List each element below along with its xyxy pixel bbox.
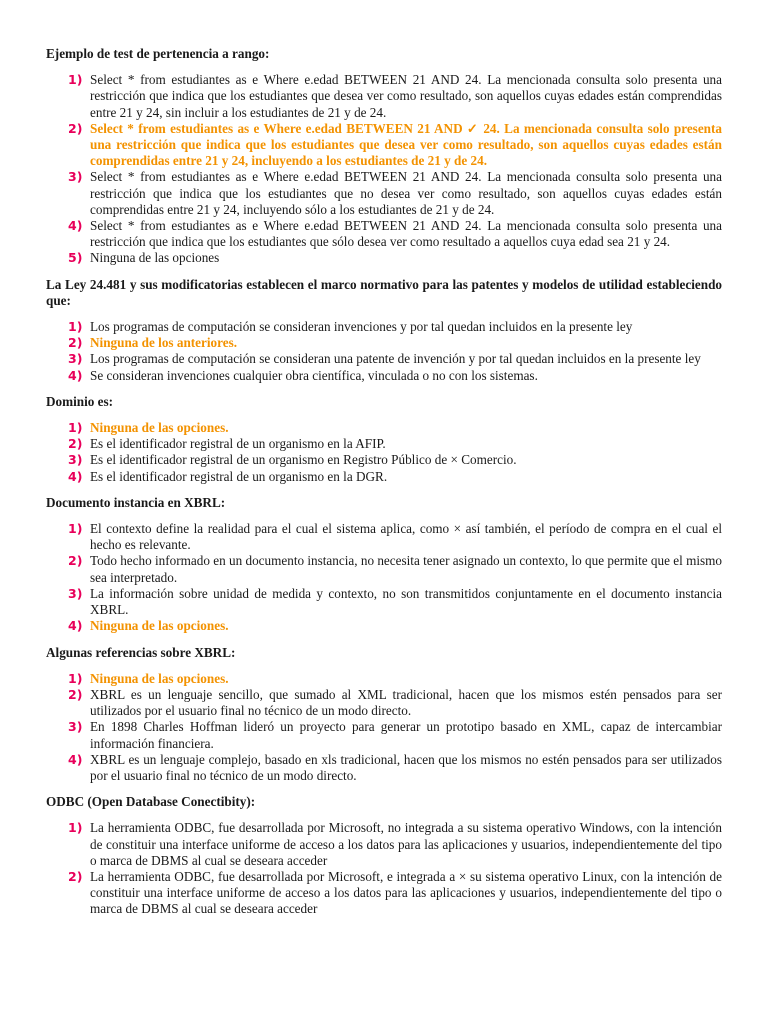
option-text: Todo hecho informado en un documento instancia, no necesita tener asignado un contexto, lo que permite que el mismo sea interpretado. — [90, 553, 722, 585]
option-number: 2) — [68, 686, 83, 702]
option-item — [46, 469, 722, 485]
option-text: Se consideran invenciones cualquier obra científica, vinculada o no con los sistemas. — [90, 367, 538, 383]
question-title: Ejemplo de test de pertenencia a rango: — [46, 46, 270, 61]
option-item-correct — [46, 420, 722, 436]
question-block — [46, 495, 722, 635]
question-block — [46, 277, 722, 384]
option-text: Ninguna de las opciones. — [90, 420, 229, 436]
option-item — [46, 820, 722, 869]
option-number: 1) — [68, 420, 83, 436]
option-text: Ninguna de los anteriores. — [90, 335, 238, 351]
option-number: 4) — [68, 367, 83, 383]
option-item — [46, 869, 722, 918]
option-item-correct — [46, 335, 722, 351]
option-item — [46, 368, 722, 384]
option-item-correct — [46, 618, 722, 634]
option-item — [46, 169, 722, 218]
question-block — [46, 645, 722, 785]
option-list — [46, 420, 722, 485]
option-text: Es el identificador registral de un organismo en la DGR. — [90, 468, 388, 484]
option-item — [46, 218, 722, 250]
option-text: Select * from estudiantes as e Where e.edad BETWEEN 21 AND 24. La mencionada consulta solo presenta una restricción que indica que los estudiantes que no desea ver como resultado, son aquellos cuyas edades están comprendidas entre 21 y 24, incluyendo sólo a los estudiantes de 21 y de 24. — [90, 169, 722, 217]
question-title: Documento instancia en XBRL: — [46, 494, 226, 510]
option-number: 2) — [68, 436, 83, 452]
option-number: 3) — [68, 169, 83, 185]
option-number: 1) — [68, 72, 83, 88]
option-item — [46, 319, 722, 335]
option-text: Es el identificador registral de un organismo en la AFIP. — [90, 436, 386, 452]
option-number: 2) — [68, 120, 83, 136]
option-item — [46, 752, 722, 784]
option-text: Ninguna de las opciones. — [90, 618, 229, 634]
option-text: Select * from estudiantes as e Where e.edad BETWEEN 21 AND 24. La mencionada consulta solo presenta una restricción que indica que los estudiantes que sólo desea ver como resultado a aquellos cuya edad sea 21 y 24. — [90, 218, 722, 250]
option-number: 3) — [68, 585, 83, 601]
option-text: En 1898 Charles Hoffman lideró un proyecto para generar un prototipo basado en XML, capaz de intercambiar información financiera. — [90, 719, 722, 751]
option-text: Select * from estudiantes as e Where e.edad BETWEEN 21 AND 24. La mencionada consulta solo presenta una restricción que indica que los estudiantes que desea ver como resultado, son aquellos cuyas edades están comprendidas entre 21 y 24, sin incluir a los estudiantes de 21 y de 24. — [90, 72, 722, 120]
option-list — [46, 671, 722, 784]
option-item — [46, 72, 722, 121]
option-list — [46, 72, 722, 266]
question-block — [46, 794, 722, 917]
quiz-content — [46, 46, 722, 928]
option-item — [46, 586, 722, 618]
option-text: XBRL es un lenguaje sencillo, que sumado al XML tradicional, hacen que los mismos estén pensados para ser utilizados por el usuario final no técnico de un modo directo. — [90, 686, 722, 719]
option-number: 3) — [68, 452, 83, 468]
option-item — [46, 250, 722, 266]
option-list — [46, 820, 722, 917]
option-number: 4) — [68, 468, 83, 484]
option-number: 4) — [68, 618, 83, 634]
option-number: 2) — [68, 553, 83, 569]
option-item — [46, 351, 722, 367]
option-text: Ninguna de las opciones. — [90, 670, 229, 686]
question-title: Algunas referencias sobre XBRL: — [46, 644, 236, 660]
option-text: La información sobre unidad de medida y contexto, no son transmitidos conjuntamente en el documento instancia XBRL. — [90, 585, 722, 618]
option-text: La herramienta ODBC, fue desarrollada por Microsoft, e integrada a × su sistema operativo Linux, con la intención de constituir una interface uniforme de acceso a los datos para las aplicaciones y usuarios, independientemente del tipo o marca de DBMS al cual se deseara acceder — [90, 868, 722, 917]
question-title: Dominio es: — [46, 393, 114, 409]
option-item-correct — [46, 671, 722, 687]
option-text: Los programas de computación se consideran una patente de invención y por tal quedan incluidos en la presente ley — [90, 351, 701, 367]
option-item — [46, 687, 722, 719]
question-block — [46, 46, 722, 267]
option-text: La herramienta ODBC, fue desarrollada por Microsoft, no integrada a su sistema operativo Windows, con la intención de constituir una interface uniforme de acceso a los datos para las aplicaciones y usuarios, independientemente del tipo o marca de DBMS al cual se deseara acceder — [90, 820, 722, 868]
option-item — [46, 719, 722, 751]
option-number: 5) — [68, 250, 83, 266]
option-number: 1) — [68, 319, 83, 335]
option-number: 4) — [68, 751, 83, 767]
option-number: 1) — [68, 521, 83, 537]
option-text: Los programas de computación se consideran invenciones y por tal quedan incluidos en la presente ley — [90, 319, 633, 335]
option-item — [46, 521, 722, 553]
question-title: ODBC (Open Database Conectibity): — [46, 794, 256, 810]
option-item-correct — [46, 121, 722, 170]
option-text: Ninguna de las opciones — [90, 250, 220, 266]
option-text: XBRL es un lenguaje complejo, basado en xls tradicional, hacen que los mismos no estén pensados para ser utilizados por el usuario final no técnico de un modo directo. — [90, 751, 722, 783]
option-text: Select * from estudiantes as e Where e.edad BETWEEN 21 AND ✓ 24. La mencionada consulta solo presenta una restricción que indica que los estudiantes que desea ver como resultado, son aquellos cuyas edades están comprendidas entre 21 y 24, incluyendo a los estudiantes de 21 y de 24. — [90, 120, 722, 169]
option-number: 2) — [68, 335, 83, 351]
option-number: 4) — [68, 218, 83, 234]
option-list — [46, 521, 722, 634]
option-number: 3) — [68, 719, 83, 735]
option-number: 2) — [68, 868, 83, 884]
option-number: 1) — [68, 820, 83, 836]
option-item — [46, 436, 722, 452]
option-item — [46, 553, 722, 585]
question-title: La Ley 24.481 y sus modificatorias establecen el marco normativo para las patentes y modelos de utilidad estableciendo que: — [46, 276, 722, 308]
option-list — [46, 319, 722, 384]
option-number: 1) — [68, 670, 83, 686]
option-item — [46, 452, 722, 468]
option-number: 3) — [68, 351, 83, 367]
question-block — [46, 394, 722, 485]
option-text: Es el identificador registral de un organismo en Registro Público de × Comercio. — [90, 452, 517, 468]
option-text: El contexto define la realidad para el cual el sistema aplica, como × así también, el período de compra en el cual el hecho es relevante. — [90, 521, 722, 553]
